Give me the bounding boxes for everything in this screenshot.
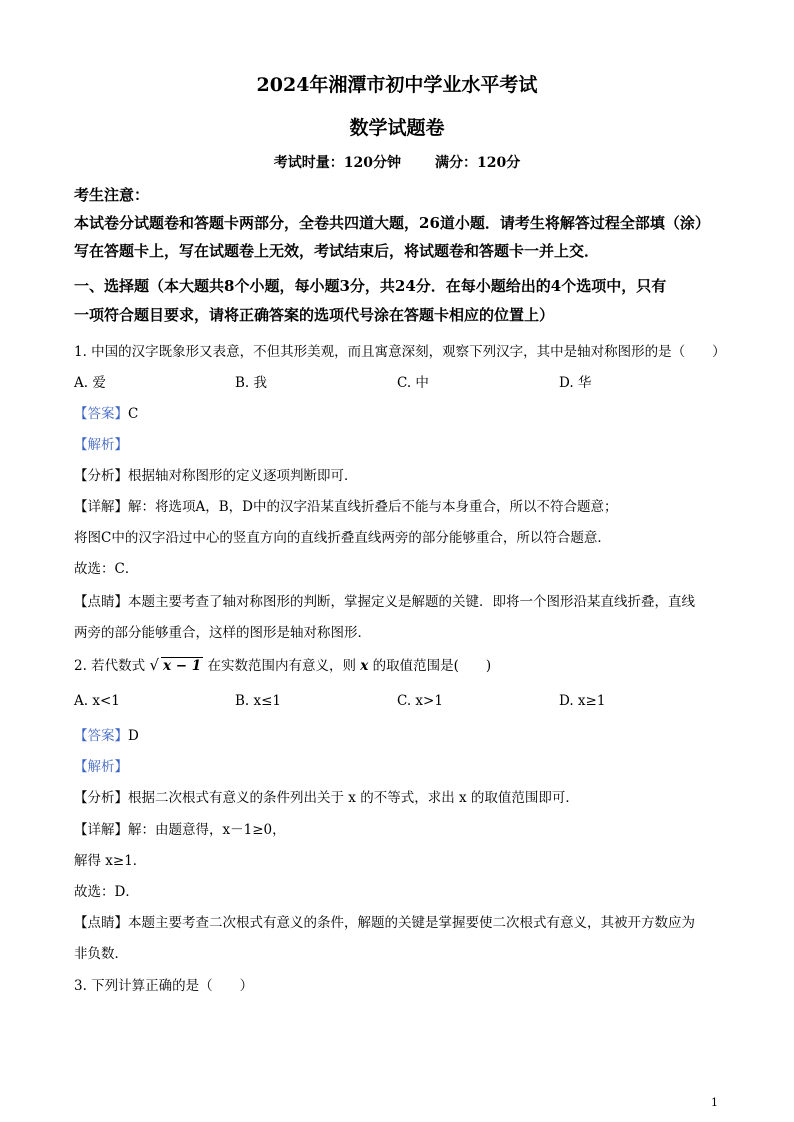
exam-meta [0,152,794,172]
q2-dianjing-row [74,911,724,931]
q1-analysis-tag: 【解析】 [74,437,128,453]
q2-dianjing-1: 本题主要考查二次根式有意义的条件，解题的关键是掌握要使二次根式有意义，其被开方数应为 [128,915,695,931]
q2-fenxi: 根据二次根式有意义的条件列出关于 x 的不等式，求出 x 的取值范围即可． [128,790,579,806]
q1-xiangjie-2: 将图C中的汉字沿过中心的竖直方向的直线折叠直线两旁的部分能够重合，所以符合题意． [74,530,611,546]
q1-fenxi: 根据轴对称图形的定义逐项判断即可． [128,468,358,484]
q2-option-d: D. x≥1 [559,693,606,709]
q2-choose: 故选：D． [74,884,139,900]
q2-fenxi-row [74,786,724,806]
q2-var: x [360,658,369,674]
q2-xiangjie-1: 解：由题意得，x－1≥0， [128,822,286,838]
q1-fenxi-row [74,464,724,484]
q1-stem: 1. 中国的汉字既象形又表意，不但其形美观，而且寓意深刻，观察下列汉字，其中是轴对称图形的是（ ） [74,344,726,360]
q1-choose: 故选：C． [74,561,139,577]
notice-line-1: 本试卷分试题卷和答题卡两部分，全卷共四道大题，26道小题．请考生将解答过程全部填（涂） [74,214,710,232]
dianjing-tag: 【点睛】 [74,915,128,931]
q1-dianjing-2: 两旁的部分能够重合，这样的图形是轴对称图形． [74,625,371,641]
q2-analysis-tag: 【解析】 [74,759,128,775]
q1-answer: C [128,406,139,422]
q1-xiangjie-1: 解：将选项A，B，D中的汉字沿某直线折叠后不能与本身重合，所以不符合题意； [128,499,618,515]
q3-stem: 3. 下列计算正确的是（ ） [74,978,254,994]
q2-option-c: C. x>1 [397,693,443,709]
q1-answer-row [74,402,724,422]
answer-tag: 【答案】 [74,406,128,422]
q1-option-c: C. 中 [397,375,429,391]
section-heading-line-2: 一项符合题目要求，请将正确答案的选项代号涂在答题卡相应的位置上） [74,306,555,324]
q2-option-b: B. x≤1 [235,693,282,709]
answer-tag: 【答案】 [74,728,128,744]
q2-dianjing-2: 非负数． [74,946,128,962]
xiangjie-tag: 【详解】 [74,499,128,515]
q2-answer: D [128,728,139,744]
notice-label: 考生注意： [74,186,150,204]
exam-score: 满分：120分 [435,155,521,171]
q2-option-a: A. x<1 [74,693,120,709]
q1-xiangjie-row [74,495,724,515]
q1-option-a: A. 爱 [74,375,106,391]
q1-dianjing-row [74,590,724,610]
q1-option-b: B. 我 [235,375,268,391]
q2-stem-pre: 2. 若代数式 [74,658,146,674]
q2-stem [74,654,724,674]
page-title: 2024年湘潭市初中学业水平考试 [256,74,538,96]
fenxi-tag: 【分析】 [74,468,128,484]
radical-sign: √ [149,656,160,674]
q2-xiangjie-2: 解得 x≥1． [74,853,147,869]
notice-line-2: 写在答题卡上，写在试题卷上无效，考试结束后，将试题卷和答题卡一并上交． [74,242,600,260]
section-heading-line-1: 一、选择题（本大题共8个小题，每小题3分，共24分．在每小题给出的4个选项中，只有 [74,277,667,295]
dianjing-tag: 【点睛】 [74,594,128,610]
q2-radicand: x − 1 [163,658,202,674]
q1-option-d: D. 华 [559,375,592,391]
q2-stem-post: 的取值范围是( ) [372,658,492,674]
exam-time: 考试时量：120分钟 [273,155,401,171]
fenxi-tag: 【分析】 [74,790,128,806]
q2-answer-row [74,724,724,744]
q1-dianjing-1: 本题主要考查了轴对称图形的判断，掌握定义是解题的关键．即将一个图形沿某直线折叠，直线 [128,594,695,610]
q2-stem-mid: 在实数范围内有意义，则 [207,658,356,674]
xiangjie-tag: 【详解】 [74,822,128,838]
page-number: 1 [711,1096,718,1109]
page-subtitle: 数学试题卷 [349,117,445,139]
q2-xiangjie-row [74,818,724,838]
